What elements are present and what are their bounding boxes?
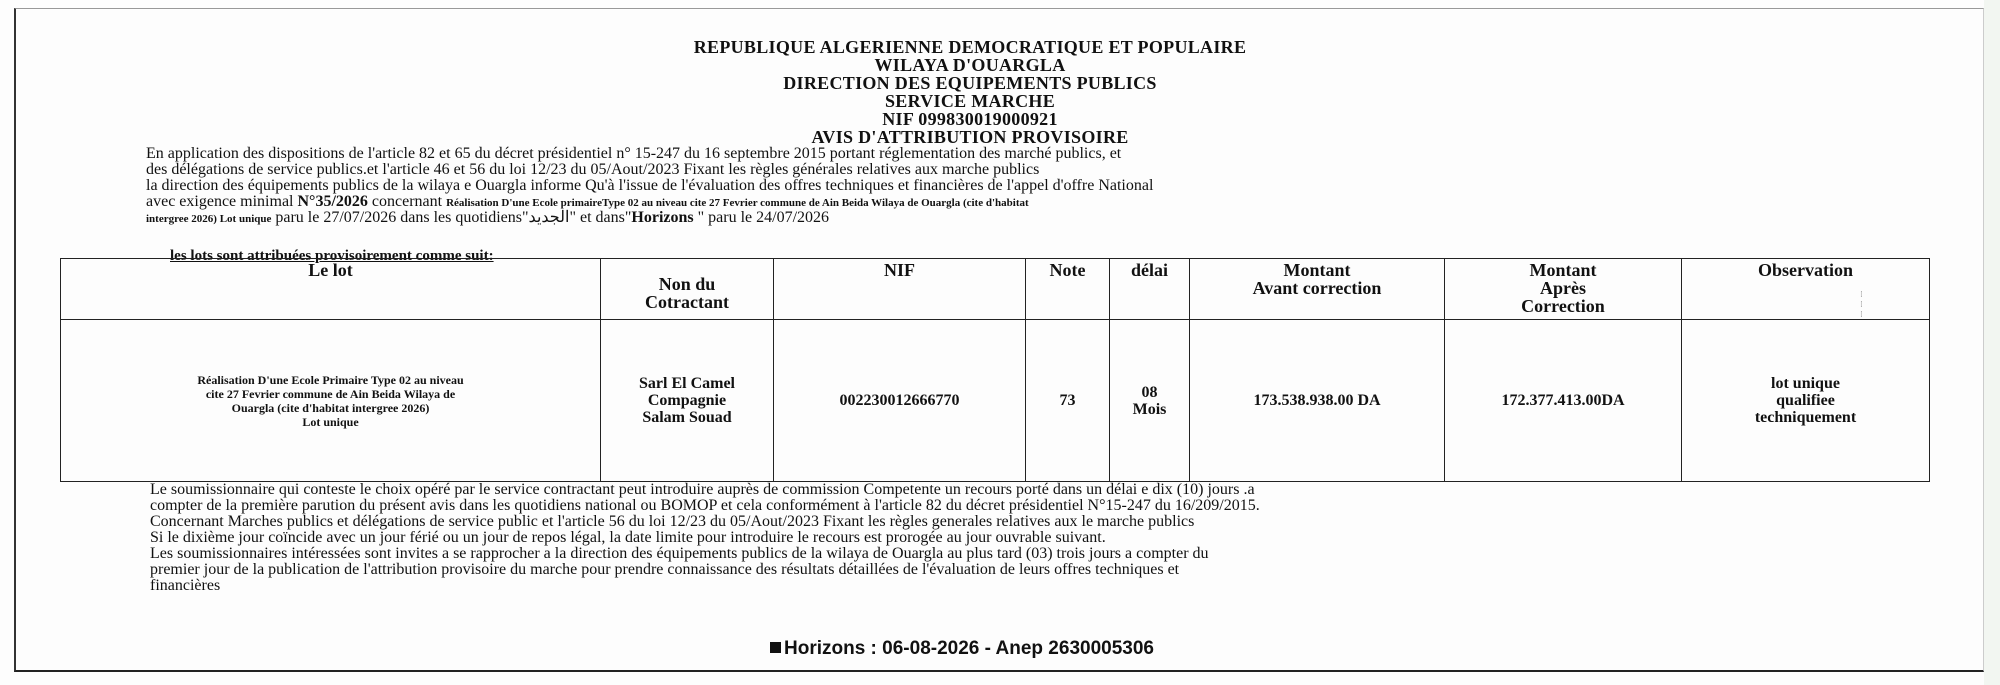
footer-line: Les soumissionnaires intéressées sont invites a se rapprocher a la direction des équipements publics de la wilaya de Ouargla au plus tard (03) trois jours a compter du xyxy=(150,545,1209,562)
tender-number: N°35/2026 xyxy=(297,193,368,210)
cell-montant-avant: 173.538.938.00 DA xyxy=(1190,320,1445,482)
cell-nif: 002230012666770 xyxy=(774,320,1026,482)
credit-text: Horizons : 06-08-2026 - Anep 2630005306 xyxy=(784,638,1154,659)
attribution-table xyxy=(60,258,1930,482)
intro-text: concernant xyxy=(367,193,447,210)
header-wilaya: WILAYA D'OUARGLA xyxy=(874,55,1066,75)
page-edge-strip xyxy=(1984,0,2000,685)
intro-line: En application des dispositions de l'article 82 et 65 du décret présidentiel n° 15-247 du 16 septembre 2015 portant réglementation des marché publics, et xyxy=(146,145,1122,162)
project-description-end: intergree 2026) Lot unique xyxy=(146,213,272,225)
header-republic: REPUBLIQUE ALGERIENNE DEMOCRATIQUE ET POPULAIRE xyxy=(693,37,1247,57)
notice-title: AVIS D'ATTRIBUTION PROVISOIRE xyxy=(811,127,1129,147)
footer-line: financières xyxy=(150,577,221,594)
cell-observation: lot unique qualifiee techniquement xyxy=(1682,320,1930,482)
footer-paragraph xyxy=(150,482,1850,594)
header-nif: NIF 099830019000921 xyxy=(882,109,1058,129)
header-service: SERVICE MARCHE xyxy=(884,91,1056,111)
newspaper-name: Horizons xyxy=(631,209,694,226)
footer-line: compter de la première parution du présent avis dans les quotidiens national ou BOMOP et cela conformément à l'article 82 du décret présidentiel N°15-247 du 16/209/2015. xyxy=(150,497,1260,514)
header-cotractant: Non du Cotractant xyxy=(601,259,774,320)
footer-line: Si le dixième jour coïncide avec un jour férié ou un jour de repos légal, la date limite pour introduire le recours est prorogée au jour ouvrable suivant. xyxy=(150,529,1106,546)
intro-line-publication xyxy=(146,210,1836,226)
cell-cotractant: Sarl El Camel Compagnie Salam Souad xyxy=(601,320,774,482)
table-row xyxy=(61,320,1930,482)
header-montant-avant: Montant Avant correction xyxy=(1190,259,1445,320)
intro-paragraph xyxy=(146,146,1836,226)
header-nif: NIF xyxy=(774,259,1026,320)
publication-credit xyxy=(770,638,1154,660)
intro-text: avec exigence minimal xyxy=(146,193,298,210)
cell-delai: 08 Mois xyxy=(1110,320,1190,482)
header-observation: Observation xyxy=(1682,259,1930,320)
footer-line: Le soumissionnaire qui conteste le choix opéré par le service contractant peut introduire auprès de commission Competente un recours porté dans un délai e dix (10) jours .a xyxy=(150,481,1255,498)
cell-note: 73 xyxy=(1026,320,1110,482)
cell-montant-apres: 172.377.413.00DA xyxy=(1445,320,1682,482)
header-note: Note xyxy=(1026,259,1110,320)
intro-line: des délégations de service publics.et l'article 46 et 56 du loi 12/23 du 05/Aout/2023 Fixant les règles générales relatives aux marche publics xyxy=(146,161,1040,178)
margin-scan-mark: ⁞ ⁞ ⁞ xyxy=(1860,290,1863,320)
footer-line: Concernant Marches publics et délégations de service public et l'article 56 du loi 12/23 du 05/Aout/2023 Fixant les règles generales relatives aux le marche publics xyxy=(150,513,1195,530)
header-direction: DIRECTION DES EQUIPEMENTS PUBLICS xyxy=(783,73,1157,93)
header-montant-apres: Montant Après Correction xyxy=(1445,259,1682,320)
table-header-row xyxy=(61,259,1930,320)
cell-lot: Réalisation D'une Ecole Primaire Type 02 au niveau cite 27 Fevrier commune de Ain Beida Wilaya de Ouargla (cite d'habitat intergree 2026) Lot unique xyxy=(61,320,601,482)
footer-line: premier jour de la publication de l'attribution provisoire du marche pour prendre connaissance des résultats détaillées de l'évaluation de leurs offres techniques et xyxy=(150,561,1180,578)
intro-line: la direction des équipements publics de la wilaya e Ouargla informe Qu'à l'issue de l'évaluation des offres techniques et financières de l'appel d'offre National xyxy=(146,177,1154,194)
lots-title: les lots sont attribuées provisoirement comme suit: xyxy=(170,248,494,264)
square-bullet-icon xyxy=(770,642,781,653)
intro-text: paru le 27/07/2026 dans les quotidiens"الجديد" et dans" xyxy=(271,209,632,226)
header-delai: délai xyxy=(1110,259,1190,320)
header-lot: Le lot xyxy=(61,259,601,320)
project-description: Réalisation D'une Ecole primaireType 02 au niveau cite 27 Fevrier commune de Ain Beida Wilaya de Ouargla (cite d'habitat xyxy=(446,197,1029,209)
notice-header xyxy=(430,38,1510,146)
intro-line-tender xyxy=(146,194,1836,210)
intro-text: " paru le 24/07/2026 xyxy=(693,209,830,226)
